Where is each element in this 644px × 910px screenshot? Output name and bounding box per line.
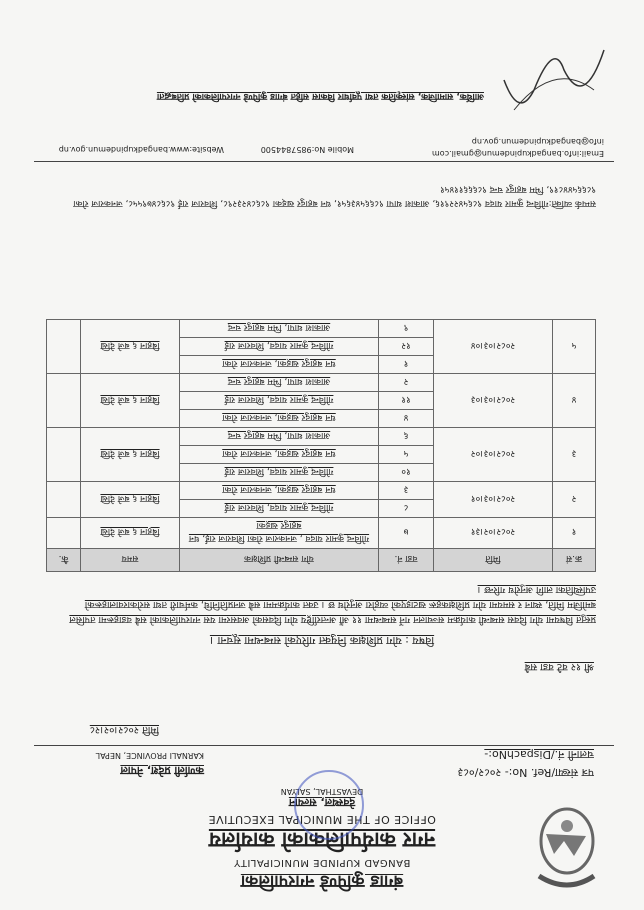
table-row: [47, 500, 596, 518]
dispatch-number: चलानी नं./DispachNo:-: [484, 748, 594, 761]
header-remarks: कै.: [47, 549, 81, 572]
cell-remarks: [47, 482, 81, 518]
header-sn: क्र.सं: [553, 549, 596, 572]
nepal-emblem-icon: [529, 801, 604, 896]
cell-ward: ११: [379, 392, 434, 410]
table-row: [47, 464, 596, 482]
cell-trainers: धन बहादुर खड्का, जनकराज रोका: [180, 356, 379, 374]
cell-time: बिहान ६ बजे देखि: [81, 374, 180, 428]
mobile-number: Mobile No:9857844500: [260, 145, 354, 154]
subject-line: विषय : योग प्रशिक्षक नियुक्त गरिएको सम्बन्धमा सूचना ।: [209, 634, 435, 647]
trainer-schedule-table: [46, 319, 596, 572]
cell-trainers: धन बहादुर खड्का, जनकराज रोका: [180, 446, 379, 464]
addressee: श्री १२ वटै वडा सबै: [524, 661, 594, 672]
cell-sn: ५: [553, 320, 596, 374]
header-time: समय: [81, 549, 180, 572]
header-trainers: योग सम्बन्धी प्रशिक्षक: [180, 549, 379, 572]
cell-trainers: आकाश थापा, भिम बहादुर चन्द: [180, 320, 379, 338]
cell-ward: ७: [379, 518, 434, 549]
cell-date: २०८२।०३।०४: [434, 320, 553, 374]
cell-ward: ८: [379, 500, 434, 518]
municipality-title-np: बंगाड कुपिण्डे नगरपालिका: [240, 871, 404, 891]
cell-trainers: धन बहादुर खड्का, जनकराज रोका: [180, 482, 379, 500]
header-divider: [34, 745, 614, 746]
cell-sn: ३: [553, 428, 596, 482]
signature-icon: [494, 30, 614, 130]
email-secondary: info@bangadkupindemun.gov.np: [471, 137, 604, 146]
cell-time: बिहान ६ बजे देखि: [81, 320, 180, 374]
cell-ward: १०: [379, 464, 434, 482]
cell-time: बिहान ६ बजे देखि: [81, 518, 180, 549]
cell-sn: ४: [553, 374, 596, 428]
province-en: KARNALI PROVINCE, NEPAL: [95, 751, 204, 760]
cell-trainers: गोविन्द कुमार यादव, शिवराज राई: [180, 500, 379, 518]
cell-remarks: [47, 374, 81, 428]
province-np: कर्णाली प्रदेश, नेपाल: [120, 764, 204, 777]
cell-ward: ९: [379, 320, 434, 338]
cell-date: २०८२।०३।०३: [434, 374, 553, 428]
cell-remarks: [47, 428, 81, 482]
location-np: देवस्थल, सल्यान: [288, 796, 356, 809]
body-paragraph: प्रस्तुत विषयमा योग दिवस सम्बन्धी कार्यक्रम सञ्चालन गर्ने सम्बन्धमा ११ औं अन्तर्राष्ट्रिय योग दिवसको अवसरमा यस नगरपालिकाको सबै वडाहरूमा तपसिल बमोजिम मिति, स्थान र समयमा योग प्रशिक्षकहरू खटाइएको व्यहोरा अनुरोध छ । उक्त कार्यक्रममा सबै जनप्रतिनिधि, कर्मचारी तथा सरोकारवालाहरूको उपस्थितिका लागि अनुरोध गरिन्छ ।: [69, 584, 596, 625]
cell-ward: ५: [379, 446, 434, 464]
header-date: मिति: [434, 549, 553, 572]
cell-ward: १: [379, 356, 434, 374]
cell-trainers: आकाश थापा, भिम बहादुर चन्द: [180, 428, 379, 446]
cell-trainers: आकाश थापा, भिम बहादुर चन्द: [180, 374, 379, 392]
slogan: आर्थिक, सामाजिक, सांस्कृतिक तथा पूर्वाधार विकास सहित बंगाड कुपिण्डे नगरपालिकाको प्रतिबद्धता: [156, 91, 484, 101]
website: Website:www.bangadkupindemun.gov.np: [58, 145, 224, 154]
cell-time: बिहान ६ बजे देखि: [81, 428, 180, 482]
email-primary: Email:info.bangadkupindemun@gmail.com: [431, 149, 604, 158]
cell-remarks: [47, 320, 81, 374]
cell-trainers: गोविन्द कुमार यादव, शिवराज राई: [180, 392, 379, 410]
office-title-np: नगर कार्यपालिकाको कार्यालय: [208, 828, 436, 852]
cell-trainers: गोविन्द कुमार यादव, शिवराज राई: [180, 338, 379, 356]
cell-ward: ६: [379, 428, 434, 446]
footer-divider: [34, 161, 614, 162]
cell-ward: ४: [379, 410, 434, 428]
office-stamp: [294, 770, 364, 840]
cell-trainers: गोविन्द कुमार यादव , जनकराज रोका शिवराज राई, धन बहादुर खड्का: [180, 518, 379, 549]
cell-sn: २: [553, 482, 596, 518]
cell-ward: २: [379, 374, 434, 392]
cell-sn: १: [553, 518, 596, 549]
office-title-en: OFFICE OF THE MUNICIPAL EXECUTIVE: [208, 813, 436, 826]
table-row: [47, 410, 596, 428]
cell-ward: १२: [379, 338, 434, 356]
cell-remarks: [47, 518, 81, 549]
cell-time: बिहान ६ बजे देखि: [81, 482, 180, 518]
cell-trainers: गोविन्द कुमार यादव, शिवराज राई: [180, 464, 379, 482]
municipality-title-en: BANGAD KUPINDE MUNICIPALITY: [233, 857, 411, 868]
contact-persons: सम्पर्क व्यक्ति:गोविन्द कुमार यादव ९८६५४२२९१६, आकाश थापा ९८६६५४३६५१, धन बहादुर खड्का ९८६८४२३२९८, शिवराज राई ९८६८४७९५५८, जनकराज रोका ९८६६५४४८१९, भिम बहादुर चन्द ९८६६६११४५१: [73, 184, 596, 208]
header-ward: वडा नं.: [379, 549, 434, 572]
cell-date: २०८२।०२।३१: [434, 518, 553, 549]
cell-trainers: धन बहादुर खड्का, जनकराज रोका: [180, 410, 379, 428]
letter-date: मिति २०८२।०२।२८: [89, 724, 159, 735]
table-header-row: [47, 549, 596, 572]
table-body: [47, 320, 596, 549]
cell-date: २०८२।०३।०१: [434, 482, 553, 518]
cell-ward: ३: [379, 482, 434, 500]
reference-number: पत्र संख्या/Ref. No:- २०८२/०८३: [457, 766, 594, 779]
table-row: [47, 518, 596, 549]
table-row: [47, 356, 596, 374]
cell-date: २०८२।०३।०२: [434, 428, 553, 482]
location-en: DEVASTHAL, SALYAN: [280, 787, 364, 796]
